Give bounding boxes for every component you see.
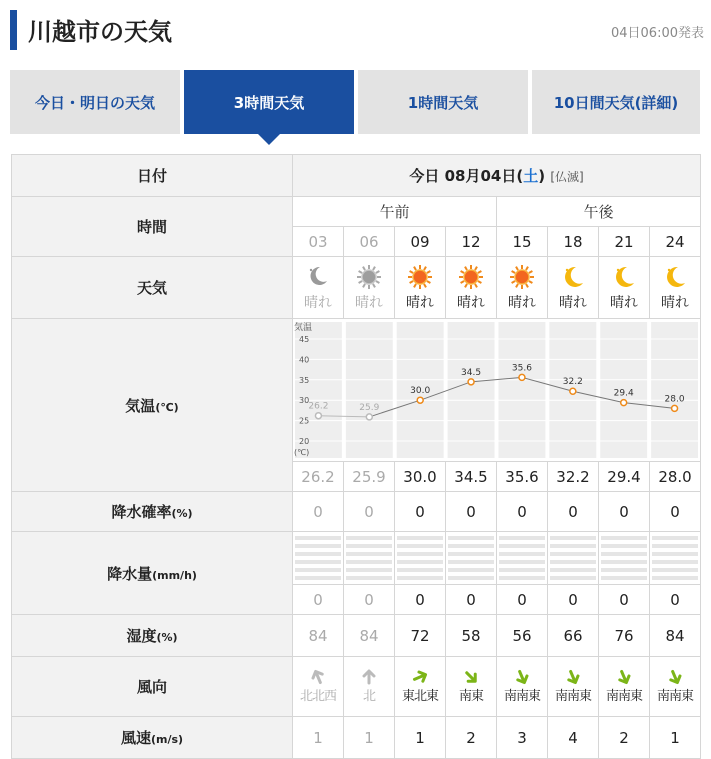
- precip-prob-row: [12, 492, 701, 532]
- wind-speed-label-unit: (m/s): [150, 733, 184, 746]
- humidity-cell: 66: [548, 615, 599, 657]
- wind-speed-label-text: 風速: [120, 729, 151, 747]
- weather-text: 晴れ: [304, 294, 332, 311]
- wind-direction-text: 北: [362, 689, 375, 704]
- wind-speed-label: [12, 717, 293, 759]
- temperature-cell: 34.5: [446, 462, 497, 492]
- humidity-cell: 84: [293, 615, 344, 657]
- date-prefix: 今日 08月04日(: [409, 167, 524, 185]
- temperature-label: [12, 319, 293, 492]
- wind-arrow-icon: [411, 669, 429, 685]
- precip-amount-label-text: 降水量: [107, 564, 153, 583]
- wind-arrow-icon: [666, 669, 684, 685]
- humidity-cell: 84: [344, 615, 395, 657]
- precip-prob-cell: 0: [650, 492, 701, 532]
- time-cell: 09: [395, 227, 446, 257]
- wind-direction-content: [344, 658, 394, 716]
- humidity-cell: 76: [599, 615, 650, 657]
- precip-prob-cell: 0: [497, 492, 548, 532]
- temperature-label-unit: (℃): [155, 400, 179, 414]
- humidity-label: [12, 615, 293, 657]
- wind-direction-row: [12, 657, 701, 717]
- weather-cell-content: [395, 258, 445, 318]
- temperature-point: [417, 397, 423, 403]
- weather-row: [12, 257, 701, 319]
- temperature-chart: [293, 319, 700, 461]
- chart-axis-title: 気温: [294, 323, 313, 333]
- temperature-point-label: 32.2: [562, 377, 583, 388]
- weather-cell-content: [650, 258, 700, 318]
- wind-direction-cell: [395, 657, 446, 717]
- precip-amount-bar: [346, 536, 392, 580]
- tab-10day[interactable]: 10日間天気(詳細): [532, 70, 700, 134]
- rokuyo-label: [仏滅]: [550, 170, 584, 184]
- temperature-cell: 25.9: [344, 462, 395, 492]
- wind-speed-cell: 1: [293, 717, 344, 759]
- weather-cell-content: [446, 258, 496, 318]
- chart-y-tick: 25: [299, 416, 310, 426]
- chart-column-bg: [346, 322, 393, 458]
- weather-cell: [395, 257, 446, 319]
- wind-direction-content: [599, 658, 649, 716]
- humidity-row: [12, 615, 701, 657]
- temperature-label-text: 気温: [125, 396, 156, 415]
- wind-direction-content: [650, 658, 700, 716]
- temperature-cell: 29.4: [599, 462, 650, 492]
- am-label: 午前: [293, 197, 497, 227]
- temperature-point: [570, 388, 576, 394]
- wind-arrow-icon: [564, 669, 582, 685]
- precip-prob-cell: 0: [344, 492, 395, 532]
- humidity-cell: 58: [446, 615, 497, 657]
- tab-3hour[interactable]: 3時間天気: [184, 70, 354, 134]
- weather-text: 晴れ: [610, 294, 638, 311]
- tab-1hour[interactable]: 1時間天気: [358, 70, 528, 134]
- forecast-tabs: [10, 70, 700, 134]
- wind-arrow-icon: [309, 669, 327, 685]
- precip-amount-bar-cell: [293, 532, 344, 585]
- wind-speed-cell: 3: [497, 717, 548, 759]
- weather-cell-content: [548, 258, 598, 318]
- weather-cell: [650, 257, 701, 319]
- wind-direction-cell: [446, 657, 497, 717]
- moon-icon: [662, 264, 688, 290]
- chart-column-bg: [499, 322, 546, 458]
- issued-time: 04日06:00発表: [610, 26, 704, 41]
- weather-cell: [293, 257, 344, 319]
- precip-amount-cell: 0: [446, 585, 497, 615]
- humidity-label-text: 湿度: [126, 627, 157, 645]
- time-cell: 06: [344, 227, 395, 257]
- temperature-point: [366, 414, 372, 420]
- precip-amount-label: [12, 532, 293, 615]
- temperature-point: [315, 413, 321, 419]
- wind-direction-text: 南南東: [657, 689, 694, 704]
- precip-amount-bar: [550, 536, 596, 580]
- time-cell: 21: [599, 227, 650, 257]
- chart-y-tick: 40: [299, 355, 310, 365]
- precip-amount-cell: 0: [395, 585, 446, 615]
- precip-amount-bar-cell: [395, 532, 446, 585]
- moon-cloud-icon: [305, 264, 331, 290]
- precip-amount-bar: [601, 536, 647, 580]
- temperature-point-label: 26.2: [308, 401, 329, 412]
- precip-amount-bar-cell: [599, 532, 650, 585]
- wind-direction-content: [497, 658, 547, 716]
- temperature-point: [672, 405, 678, 411]
- wind-arrow-icon: [615, 669, 633, 685]
- weather-text: 晴れ: [355, 294, 383, 311]
- time-label: 時間: [12, 197, 293, 257]
- precip-amount-bar: [499, 536, 545, 580]
- precip-prob-label-unit: (%): [171, 507, 193, 520]
- humidity-cell: 72: [395, 615, 446, 657]
- pm-label: 午後: [497, 197, 701, 227]
- weather-cell: [548, 257, 599, 319]
- wind-direction-label: 風向: [12, 657, 293, 717]
- chart-y-tick: 45: [299, 335, 310, 344]
- precip-prob-cell: 0: [548, 492, 599, 532]
- humidity-label-unit: (%): [156, 631, 178, 644]
- wind-speed-cell: 2: [446, 717, 497, 759]
- temperature-cell: 32.2: [548, 462, 599, 492]
- precip-amount-bar-row: [12, 532, 701, 585]
- weather-cell-content: [599, 258, 649, 318]
- chart-y-tick: 30: [299, 396, 310, 406]
- sun-icon: [407, 264, 433, 290]
- temperature-cell: 26.2: [293, 462, 344, 492]
- wind-direction-text: 南南東: [605, 689, 642, 704]
- wind-speed-cell: 2: [599, 717, 650, 759]
- precip-prob-cell: 0: [293, 492, 344, 532]
- wind-speed-cell: 1: [344, 717, 395, 759]
- precip-amount-bar-cell: [446, 532, 497, 585]
- wind-arrow-icon: [360, 669, 378, 685]
- weather-cell: [497, 257, 548, 319]
- temperature-chart-row: [12, 319, 701, 462]
- precip-amount-cell: 0: [548, 585, 599, 615]
- sun-icon: [509, 264, 535, 290]
- weather-cell: [344, 257, 395, 319]
- tab-today-tomorrow[interactable]: 今日・明日の天気: [10, 70, 180, 134]
- date-suffix: ): [538, 167, 546, 185]
- weather-cell-content: [293, 258, 343, 318]
- temperature-chart-cell: [293, 319, 701, 462]
- wind-speed-cell: 1: [395, 717, 446, 759]
- precip-amount-bar-cell: [650, 532, 701, 585]
- temperature-point-label: 34.5: [461, 367, 482, 378]
- ampm-row: [12, 197, 701, 227]
- precip-amount-bar: [652, 536, 698, 580]
- precip-prob-label-text: 降水確率: [111, 503, 172, 521]
- wind-direction-cell: [497, 657, 548, 717]
- temperature-point-label: 30.0: [410, 386, 431, 397]
- precip-amount-bar-cell: [548, 532, 599, 585]
- wind-direction-content: [548, 658, 598, 716]
- time-cell: 15: [497, 227, 548, 257]
- temperature-cell: 30.0: [395, 462, 446, 492]
- temperature-point: [621, 400, 627, 406]
- moon-icon: [560, 264, 586, 290]
- wind-direction-cell: [599, 657, 650, 717]
- page-header: [10, 8, 704, 52]
- date-label: 日付: [12, 155, 293, 197]
- wind-speed-cell: 4: [548, 717, 599, 759]
- wind-direction-content: [395, 658, 445, 716]
- weather-cell: [599, 257, 650, 319]
- time-cell: 12: [446, 227, 497, 257]
- wind-direction-cell: [650, 657, 701, 717]
- wind-direction-cell: [548, 657, 599, 717]
- weather-cell-content: [497, 258, 547, 318]
- page-title: 川越市の天気: [28, 18, 172, 46]
- forecast-table: [11, 154, 701, 759]
- time-cell: 24: [650, 227, 701, 257]
- precip-amount-cell: 0: [293, 585, 344, 615]
- precip-amount-bar: [397, 536, 443, 580]
- precip-amount-bar-cell: [344, 532, 395, 585]
- wind-arrow-icon: [462, 669, 480, 685]
- title-accent-bar: [10, 10, 17, 50]
- sun-icon: [458, 264, 484, 290]
- temperature-cell: 28.0: [650, 462, 701, 492]
- weather-cell: [446, 257, 497, 319]
- time-cell: 18: [548, 227, 599, 257]
- chart-column-bg: [448, 322, 495, 458]
- wind-arrow-icon: [513, 669, 531, 685]
- precip-prob-cell: 0: [599, 492, 650, 532]
- temperature-point-label: 25.9: [359, 402, 380, 413]
- wind-speed-row: [12, 717, 701, 759]
- precip-prob-label: [12, 492, 293, 532]
- precip-amount-cell: 0: [344, 585, 395, 615]
- time-cell: 03: [293, 227, 344, 257]
- chart-column-bg: [651, 322, 698, 458]
- weather-text: 晴れ: [457, 294, 485, 311]
- humidity-cell: 56: [497, 615, 548, 657]
- wind-direction-text: 南東: [458, 689, 483, 704]
- precip-amount-bar: [448, 536, 494, 580]
- precip-amount-bar-cell: [497, 532, 548, 585]
- wind-direction-text: 北北西: [299, 689, 336, 704]
- wind-direction-cell: [293, 657, 344, 717]
- temperature-point-label: 35.6: [511, 363, 532, 374]
- weather-cell-content: [344, 258, 394, 318]
- date-weekday: 土: [523, 167, 539, 185]
- weather-text: 晴れ: [406, 294, 434, 311]
- precip-amount-cell: 0: [650, 585, 701, 615]
- wind-speed-cell: 1: [650, 717, 701, 759]
- chart-y-tick: 35: [299, 375, 310, 385]
- wind-direction-content: [293, 658, 343, 716]
- weather-text: 晴れ: [508, 294, 536, 311]
- wind-direction-text: 東北東: [401, 689, 438, 704]
- wind-direction-cell: [344, 657, 395, 717]
- date-row: [12, 155, 701, 197]
- chart-y-tick: 20: [299, 437, 310, 446]
- temperature-point: [519, 374, 525, 380]
- precip-amount-cell: 0: [497, 585, 548, 615]
- temperature-point: [468, 379, 474, 385]
- moon-icon: [611, 264, 637, 290]
- wind-direction-content: [446, 658, 496, 716]
- precip-amount-bar: [295, 536, 341, 580]
- weather-label: 天気: [12, 257, 293, 319]
- precip-prob-cell: 0: [395, 492, 446, 532]
- sun-cloud-icon: [356, 264, 382, 290]
- wind-direction-text: 南南東: [503, 689, 540, 704]
- date-header: [293, 155, 701, 197]
- precip-amount-label-unit: (mm/h): [152, 568, 197, 582]
- precip-amount-cell: 0: [599, 585, 650, 615]
- temperature-point-label: 28.0: [664, 394, 685, 405]
- weather-text: 晴れ: [661, 294, 690, 311]
- temperature-cell: 35.6: [497, 462, 548, 492]
- chart-axis-unit: (℃): [294, 448, 310, 457]
- precip-prob-cell: 0: [446, 492, 497, 532]
- wind-direction-text: 南南東: [554, 689, 591, 704]
- humidity-cell: 84: [650, 615, 701, 657]
- temperature-point-label: 29.4: [613, 388, 634, 399]
- weather-text: 晴れ: [559, 294, 587, 311]
